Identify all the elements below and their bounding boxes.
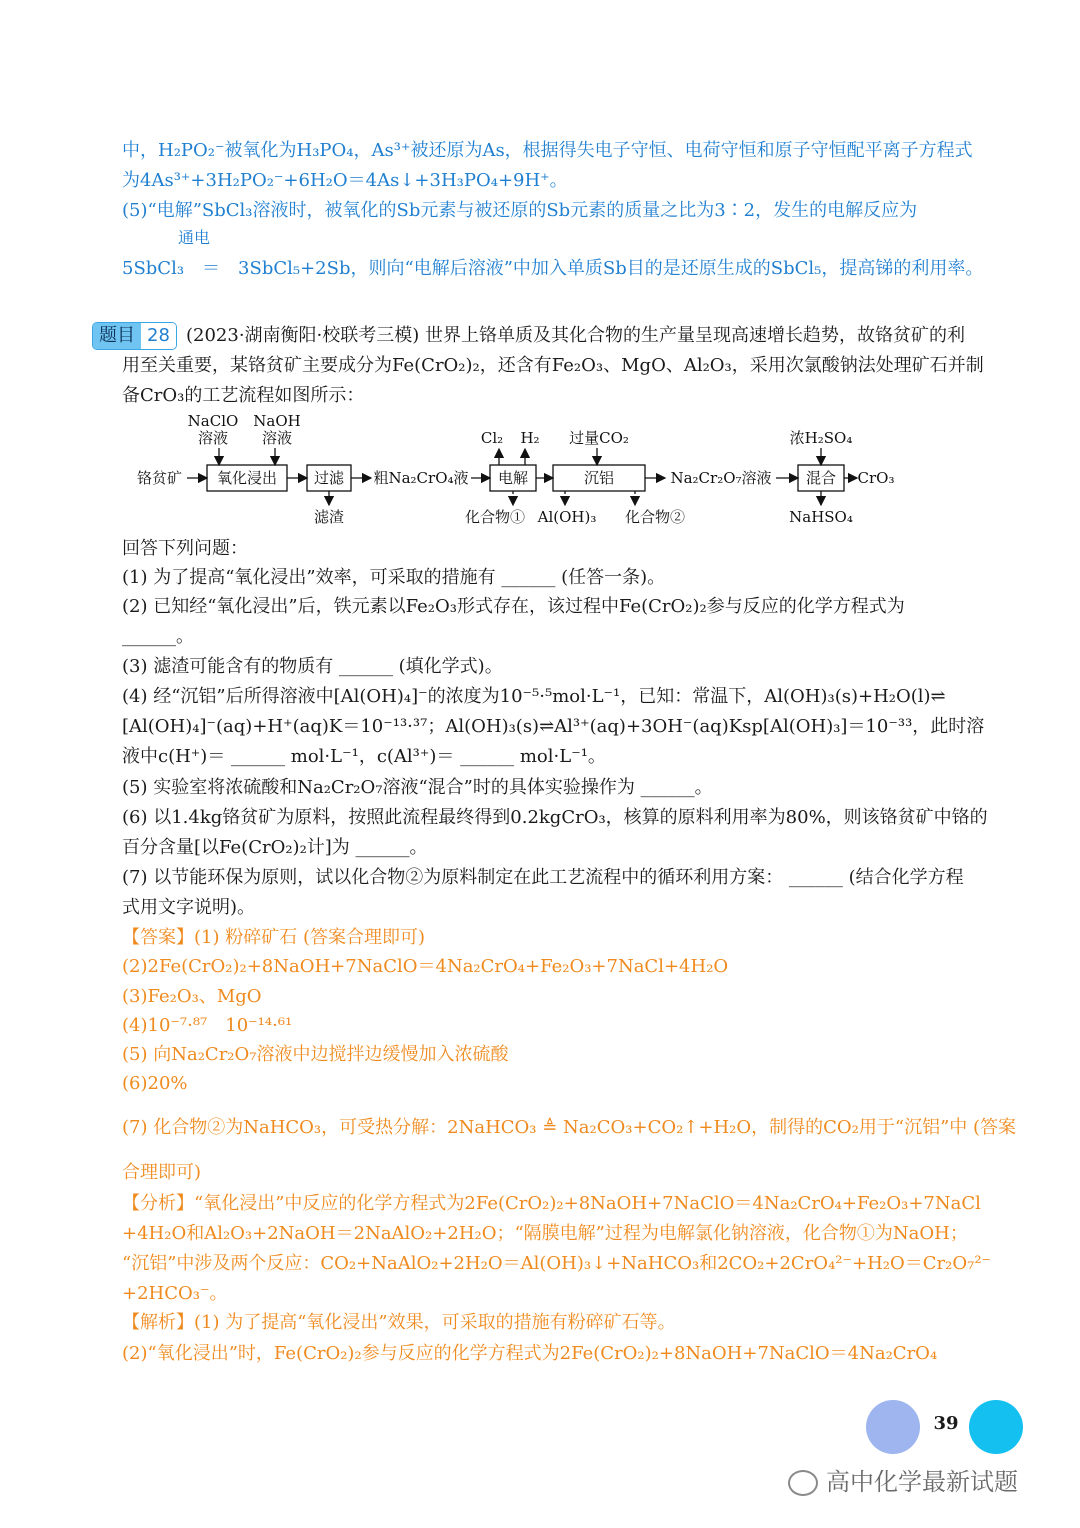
label-filter-residue: 滤渣	[313, 508, 345, 526]
label-aloh3: Al(OH)₃	[537, 508, 597, 526]
label-crude-product: 粗Na₂CrO₄液	[373, 469, 469, 487]
answer-7-line-2: 合理即可)	[122, 1162, 202, 1183]
explanation-line-1: 【解析】(1) 为了提高“氧化浸出”效果，可采取的措施有粉碎矿石等。	[122, 1312, 676, 1333]
questions-intro: 回答下列问题：	[122, 538, 248, 559]
sub-question-6-line-2: 百分含量[以Fe(CrO₂)₂计]为 ______。	[122, 837, 428, 858]
step-electrolysis: 电解	[497, 469, 529, 487]
label-dichromate: Na₂Cr₂O₇溶液	[670, 469, 772, 487]
page-decor-circle-right	[969, 1400, 1023, 1454]
sub-question-2-blank: ______。	[122, 626, 194, 647]
analysis-line-1: 【分析】“氧化浸出”中反应的化学方程式为2Fe(CrO₂)₂+8NaOH+7NaClO＝4Na₂CrO₄+Fe₂O₃+7NaCl	[122, 1193, 981, 1214]
reagent-naoh: NaOH	[253, 412, 301, 430]
answer-1: 【答案】(1) 粉碎矿石 (答案合理即可)	[122, 927, 425, 948]
label-cl2: Cl₂	[480, 429, 504, 447]
solution-line-1: 中，H₂PO₂⁻被氧化为H₃PO₄，As³⁺被还原为As，根据得失电子守恒、电荷守恒和原子守恒配平离子方程式	[122, 140, 973, 161]
watermark	[788, 1462, 1018, 1497]
sub-question-6-line-1: (6) 以1.4kg铬贫矿为原料，按照此流程最终得到0.2kgCrO₃，核算的原料利用率为80%，则该铬贫矿中铬的	[122, 807, 988, 828]
label-h2: H₂	[520, 429, 540, 447]
electrolysis-condition: 通电	[178, 228, 211, 247]
step-filter: 过滤	[313, 469, 345, 487]
wechat-icon	[788, 1470, 818, 1496]
watermark-text: 高中化学最新试题	[826, 1468, 1018, 1496]
analysis-line-4: +2HCO₃⁻。	[122, 1283, 228, 1304]
sub-question-4-line-3: 液中c(H⁺)＝ ______ mol·L⁻¹，c(Al³⁺)＝ ______ mol·L⁻¹。	[122, 746, 606, 767]
question-stem-line-3: 备CrO₃的工艺流程如图所示：	[122, 385, 365, 406]
label-compound-1: 化合物①	[464, 508, 526, 526]
analysis-line-2: +4H₂O和Al₂O₃+2NaOH＝2NaAlO₂+2H₂O；“隔膜电解”过程为电解氯化钠溶液，化合物①为NaOH；	[122, 1223, 968, 1244]
page-number: 39	[933, 1413, 959, 1434]
page-decor-circle-left	[866, 1400, 920, 1454]
step-oxidation-leach: 氧化浸出	[216, 469, 278, 487]
answer-4: (4)10⁻⁷·⁸⁷ 10⁻¹⁴·⁶¹	[122, 1015, 293, 1036]
step-mix: 混合	[805, 469, 837, 487]
answer-5: (5) 向Na₂Cr₂O₇溶液中边搅拌边缓慢加入浓硫酸	[122, 1044, 509, 1065]
sub-question-3: (3) 滤渣可能含有的物质有 ______ (填化学式)。	[122, 656, 503, 677]
reagent-naclo: NaClO	[187, 412, 239, 430]
label-byproduct: NaHSO₄	[789, 508, 853, 526]
sub-question-2: (2) 已知经“氧化浸出”后，铁元素以Fe₂O₃形式存在，该过程中Fe(CrO₂)₂参与反应的化学方程式为	[122, 596, 905, 617]
label-start: 铬贫矿	[137, 469, 183, 487]
process-flowchart	[135, 408, 895, 533]
sub-question-5: (5) 实验室将浓硫酸和Na₂Cr₂O₇溶液“混合”时的具体实验操作为 ______。	[122, 777, 713, 798]
solution-line-3: (5)“电解”SbCl₃溶液时，被氧化的Sb元素与被还原的Sb元素的质量之比为3∶2，发生的电解反应为	[122, 200, 918, 221]
solution-line-5: 5SbCl₃ ＝ 3SbCl₅+2Sb，则向“电解后溶液”中加入单质Sb目的是还原生成的SbCl₅，提高锑的利用率。	[122, 258, 984, 279]
question-stem-line-2: 用至关重要，某铬贫矿主要成分为Fe(CrO₂)₂，还含有Fe₂O₃、MgO、Al₂O₃，采用次氯酸钠法处理矿石并制	[122, 355, 984, 376]
answer-7-line-1: (7) 化合物②为NaHCO₃，可受热分解：2NaHCO₃ ≜ Na₂CO₃+CO₂↑+H₂O，制得的CO₂用于“沉铝”中 (答案	[122, 1117, 1017, 1138]
question-stem-line-1: (2023·湖南衡阳·校联考三模) 世界上铬单质及其化合物的生产量呈现高速增长趋势，故铬贫矿的利	[186, 325, 966, 346]
answer-6: (6)20%	[122, 1073, 188, 1094]
label-product: CrO₃	[857, 469, 895, 487]
answer-2: (2)2Fe(CrO₂)₂+8NaOH+7NaClO＝4Na₂CrO₄+Fe₂O₃+7NaCl+4H₂O	[122, 956, 729, 977]
label-conc-acid: 浓H₂SO₄	[789, 429, 853, 447]
question-tag	[92, 322, 177, 350]
reagent-naclo-solution: 溶液	[197, 429, 229, 447]
sub-question-7-line-2: 式用文字说明)。	[122, 897, 256, 918]
question-tag-number: 28	[141, 323, 176, 349]
answer-3: (3)Fe₂O₃、MgO	[122, 986, 262, 1007]
explanation-line-2: (2)“氧化浸出”时，Fe(CrO₂)₂参与反应的化学方程式为2Fe(CrO₂)₂+8NaOH+7NaClO＝4Na₂CrO₄	[122, 1343, 938, 1364]
label-excess-co2: 过量CO₂	[569, 429, 629, 447]
question-tag-label: 题目	[93, 323, 141, 349]
analysis-line-3: “沉铝”中涉及两个反应：CO₂+NaAlO₂+2H₂O＝Al(OH)₃↓+NaHCO₃和2CO₂+2CrO₄²⁻+H₂O＝Cr₂O₇²⁻	[122, 1253, 992, 1274]
label-compound-2: 化合物②	[624, 508, 686, 526]
solution-line-2: 为4As³⁺+3H₂PO₂⁻+6H₂O＝4As↓+3H₃PO₄+9H⁺。	[122, 170, 568, 191]
sub-question-7-line-1: (7) 以节能环保为原则，试以化合物②为原料制定在此工艺流程中的循环利用方案： ______ (结合化学方程	[122, 867, 964, 888]
reagent-naoh-solution: 溶液	[261, 429, 293, 447]
sub-question-1: (1) 为了提高“氧化浸出”效率，可采取的措施有 ______ (任答一条)。	[122, 567, 666, 588]
sub-question-4-line-2: [Al(OH)₄]⁻(aq)+H⁺(aq)K＝10⁻¹³·³⁷；Al(OH)₃(s)⇌Al³⁺(aq)+3OH⁻(aq)Ksp[Al(OH)₃]＝10⁻³³，此时溶	[122, 716, 985, 737]
step-precip-al: 沉铝	[583, 469, 615, 487]
sub-question-4-line-1: (4) 经“沉铝”后所得溶液中[Al(OH)₄]⁻的浓度为10⁻⁵·⁵mol·L⁻¹，已知：常温下，Al(OH)₃(s)+H₂O(l)⇌	[122, 686, 946, 707]
